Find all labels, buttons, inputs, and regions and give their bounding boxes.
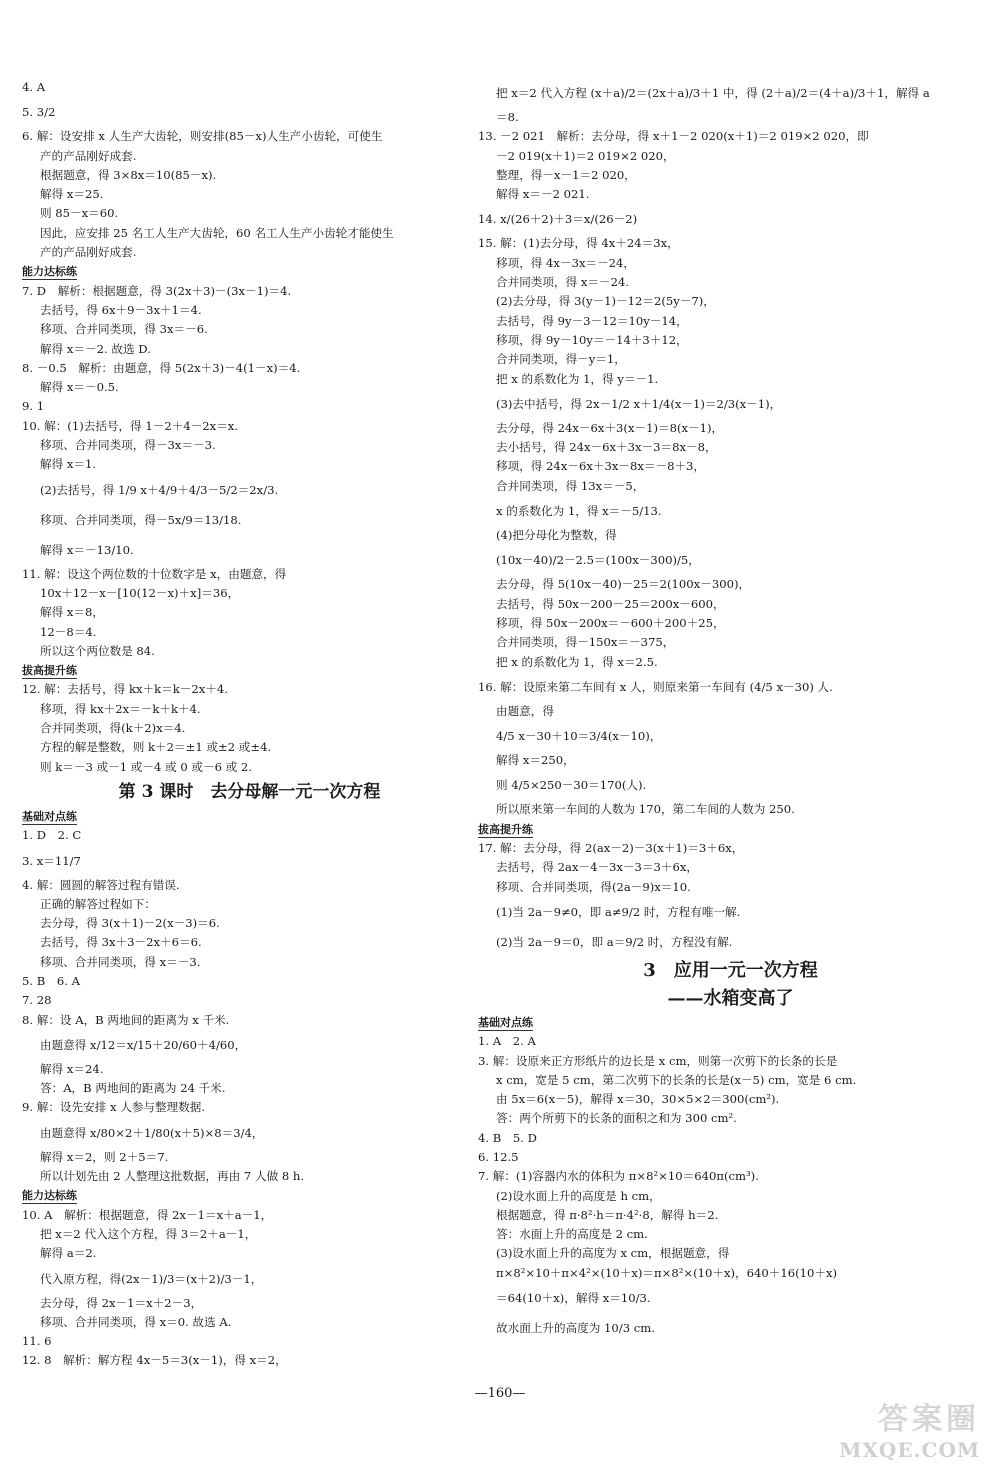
- answer-line: 去分母，得 3(x＋1)－2(x－3)＝6.: [40, 916, 220, 931]
- answer-line: －2 019(x＋1)＝2 019×2 020，: [496, 148, 675, 163]
- answer-line: 移项，得 kx＋2x＝－k＋k＋4.: [40, 701, 201, 716]
- answer-line: 把 x 的系数化为 1，得 y＝－1.: [496, 371, 659, 386]
- answer-line: 由 5x＝6(x－5)，解得 x＝30，30×5×2＝300(cm²).: [496, 1092, 780, 1107]
- answer-line: 因此，应安排 25 名工人生产大齿轮，60 名工人生产小齿轮才能使生: [40, 225, 394, 240]
- answer-line: 整理，得－x－1＝2 020，: [496, 167, 636, 182]
- answer-line: 所以计划先由 2 人整理这批数据，再由 7 人做 8 h.: [40, 1169, 305, 1184]
- answer-line: 去小括号，得 24x－6x＋3x－3＝8x－8，: [496, 440, 717, 455]
- answer-line: 则 k＝－3 或－1 或－4 或 0 或－6 或 2.: [40, 759, 252, 774]
- lesson-title: 第 3 课时 去分母解一元一次方程: [118, 781, 381, 802]
- answer-line: 解得 a＝2.: [40, 1246, 97, 1261]
- answer-line: 把 x 的系数化为 1，得 x＝2.5.: [496, 654, 658, 669]
- answer-line: 代入原方程，得(2x－1)/3＝(x＋2)/3－1，: [40, 1271, 263, 1286]
- answer-line: 解得 x＝25.: [40, 187, 104, 202]
- answer-line: π×8²×10＋π×4²×(10＋x)＝π×8²×(10＋x)，640＋16(10＋x): [496, 1265, 838, 1280]
- answer-line: (3)去中括号，得 2x－1/2 x＋1/4(x－1)＝2/3(x－1)，: [496, 396, 782, 411]
- answer-line: 移项，得 50x－200x＝－600＋200＋25，: [496, 615, 725, 630]
- answer-line: 6. 解：设安排 x 人生产大齿轮，则安排(85－x)人生产小齿轮，可使生: [22, 129, 383, 144]
- section-heading-row: [22, 661, 477, 680]
- answer-line: 12－8＝4.: [40, 624, 97, 639]
- answer-line: 根据题意，得 π·8²·h＝π·4²·8，解得 h＝2.: [496, 1207, 719, 1222]
- answer-line: 去分母，得 24x－6x＋3(x－1)＝8(x－1)，: [496, 420, 724, 435]
- answer-line: 4/5 x－30＋10＝3/4(x－10)，: [496, 729, 662, 744]
- answer-line: 则 4/5×250－30＝170(人).: [496, 778, 647, 793]
- answer-line: 故水面上升的高度为 10/3 cm.: [496, 1321, 655, 1336]
- answer-line: 5. B 6. A: [22, 973, 80, 988]
- answer-line: x cm，宽是 5 cm，第二次剪下的长条的长是(x－5) cm，宽是 6 cm.: [496, 1072, 857, 1087]
- answer-line: 9. 1: [22, 399, 45, 414]
- answer-line: 解得 x＝8，: [40, 605, 104, 620]
- answer-line: 4. A: [22, 80, 46, 94]
- answer-line: ＝8.: [496, 110, 519, 124]
- watermark-logo: 答案圈: [878, 1402, 980, 1437]
- answer-line: 把 x＝2 代入这个方程，得 3＝2＋a－1，: [40, 1226, 257, 1241]
- answer-line: 12. 8 解析：解方程 4x－5＝3(x－1)，得 x＝2，: [22, 1353, 287, 1368]
- answer-line: 10. 解：(1)去括号，得 1－2＋4－2x＝x.: [22, 418, 239, 433]
- section-heading-row: [22, 262, 477, 281]
- answer-line: 去分母，得 2x－1＝x＋2－3，: [40, 1295, 203, 1310]
- answer-line: (3)设水面上升的高度为 x cm，根据题意，得: [496, 1246, 730, 1261]
- answer-line: 解得 x＝250，: [496, 753, 575, 768]
- page-number: —160—: [474, 1386, 526, 1401]
- answer-line: 去括号，得 6x＋9－3x＋1＝4.: [40, 302, 202, 317]
- answer-line: 移项，得 4x－3x＝－24，: [496, 255, 636, 270]
- answer-line: 3. x＝11/7: [22, 853, 81, 868]
- section-heading-row: [22, 1186, 477, 1205]
- answer-line: 7. 28: [22, 993, 52, 1008]
- answer-line: 9. 解：设先安排 x 人参与整理数据.: [22, 1100, 206, 1115]
- answer-line: 解得 x＝－2 021.: [496, 187, 590, 202]
- answer-line: (1)当 2a－9≠0，即 a≠9/2 时，方程有唯一解.: [496, 904, 741, 919]
- answer-line: (2)去分母，得 3(y－1)－12＝2(5y－7)，: [496, 294, 715, 309]
- answer-line: 3. 解：设原来正方形纸片的边长是 x cm，则第一次剪下的长条的长是: [478, 1053, 838, 1068]
- section-heading: 能力达标练: [22, 1189, 77, 1203]
- section-heading: 能力达标练: [22, 265, 77, 279]
- answer-line: 移项、合并同类项，得 x＝－3.: [40, 954, 201, 969]
- answer-line: 由题意，得: [496, 703, 554, 718]
- answer-line: 5. 3/2: [22, 105, 56, 120]
- answer-line: 13. －2 021 解析：去分母，得 x＋1－2 020(x＋1)＝2 019×2 020，即: [478, 129, 869, 144]
- answer-line: 16. 解：设原来第二车间有 x 人，则原来第一车间有 (4/5 x－30) 人.: [478, 679, 833, 694]
- answer-line: 10x＋12－x－[10(12－x)＋x]＝36，: [40, 585, 240, 600]
- answer-line: 移项、合并同类项，得(2a－9)x＝10.: [496, 879, 691, 894]
- answer-line: 合并同类项，得－150x＝－375，: [496, 635, 675, 650]
- answer-line: 移项、合并同类项，得－5x/9＝13/18.: [40, 512, 242, 527]
- answer-line: 去括号，得 2ax－4－3x－3＝3＋6x，: [496, 860, 699, 875]
- answer-line: 方程的解是整数，则 k＋2＝±1 或±2 或±4.: [40, 740, 272, 755]
- answer-line: 合并同类项，得(k＋2)x＝4.: [40, 721, 186, 736]
- answer-line: 答：水面上升的高度是 2 cm.: [496, 1227, 648, 1242]
- answer-line: 14. x/(26＋2)＋3＝x/(26－2): [478, 212, 638, 227]
- answer-line: 去括号，得 3x＋3－2x＋6＝6.: [40, 935, 202, 950]
- answer-line: 根据题意，得 3×8x＝10(85－x).: [40, 167, 217, 182]
- answer-line: 去括号，得 9y－3－12＝10y－14，: [496, 313, 688, 328]
- watermark-url: MXQE.COM: [839, 1438, 980, 1462]
- answer-line: x 的系数化为 1，得 x＝－5/13.: [496, 504, 662, 519]
- answer-line: 答：两个所剪下的长条的面积之和为 300 cm².: [496, 1111, 737, 1126]
- answer-line: 15. 解：(1)去分母，得 4x＋24＝3x，: [478, 236, 679, 251]
- answer-line: 解得 x＝－0.5.: [40, 380, 119, 395]
- answer-line: (10x－40)/2－2.5＝(100x－300)/5，: [496, 553, 700, 568]
- watermark: [800, 1394, 980, 1464]
- answer-line: 1. D 2. C: [22, 828, 82, 843]
- answer-line: 1. A 2. A: [478, 1034, 536, 1049]
- section-heading: 基础对点练: [22, 809, 77, 823]
- answer-line: 解得 x＝2，则 2＋5＝7.: [40, 1149, 169, 1164]
- answer-line: 解得 x＝－13/10.: [40, 542, 134, 557]
- answer-line: 7. 解：(1)容器内水的体积为 π×8²×10＝640π(cm³).: [478, 1169, 759, 1184]
- answer-line: 4. 解：圆圆的解答过程有错误.: [22, 877, 180, 892]
- answer-line: 所以原来第一车间的人数为 170，第二车间的人数为 250.: [496, 802, 795, 817]
- answer-line: 解得 x＝－2. 故选 D.: [40, 341, 151, 356]
- section-heading-row: [478, 1013, 983, 1032]
- answer-line: (2)当 2a－9＝0，即 a＝9/2 时，方程没有解.: [496, 934, 733, 949]
- answer-line: 解得 x＝1.: [40, 457, 97, 472]
- answer-line: 12. 解：去括号，得 kx＋k＝k－2x＋4.: [22, 682, 228, 697]
- answer-line: 17. 解：去分母，得 2(ax－2)－3(x＋1)＝3＋6x，: [478, 841, 744, 856]
- answer-line: 8. －0.5 解析：由题意，得 5(2x＋3)－4(1－x)＝4.: [22, 360, 301, 375]
- answer-line: 合并同类项，得－y＝1，: [496, 352, 626, 367]
- section-heading-row: [22, 807, 477, 826]
- answer-line: (2)去括号，得 1/9 x＋4/9＋4/3－5/2＝2x/3.: [40, 482, 279, 497]
- answer-line: 答：A，B 两地间的距离为 24 千米.: [40, 1081, 226, 1096]
- answer-line: 移项，得 9y－10y＝－14＋3＋12，: [496, 332, 688, 347]
- answer-line: 移项，得 24x－6x＋3x－8x＝－8＋3，: [496, 459, 706, 474]
- answer-line: 移项、合并同类项，得 3x＝－6.: [40, 322, 208, 337]
- answer-line: 去分母，得 5(10x－40)－25＝2(100x－300)，: [496, 577, 751, 592]
- answer-line: 产的产品刚好成套.: [40, 148, 137, 163]
- answer-line: 则 85－x＝60.: [40, 206, 119, 221]
- answer-line: 合并同类项，得 13x＝－5，: [496, 478, 645, 493]
- answer-line: 6. 12.5: [478, 1149, 519, 1164]
- answer-line: 由题意得 x/80×2＋1/80(x＋5)×8＝3/4，: [40, 1125, 264, 1140]
- answer-line: 8. 解：设 A，B 两地间的距离为 x 千米.: [22, 1012, 230, 1027]
- answer-line: 所以这个两位数是 84.: [40, 643, 155, 658]
- chapter-title: 3 应用一元一次方程: [643, 959, 818, 981]
- answer-line: 解得 x＝24.: [40, 1061, 104, 1076]
- section-heading: 拔高提升练: [22, 664, 77, 678]
- answer-line: 合并同类项，得 x＝－24.: [496, 275, 630, 290]
- answer-line: (2)设水面上升的高度是 h cm，: [496, 1188, 661, 1203]
- answer-line: 11. 6: [22, 1334, 52, 1349]
- answer-line: 11. 解：设这个两位数的十位数字是 x，由题意，得: [22, 566, 287, 581]
- answer-line: 移项、合并同类项，得－3x＝－3.: [40, 438, 216, 453]
- answer-line: 正确的解答过程如下：: [40, 896, 156, 911]
- answer-line: 4. B 5. D: [478, 1130, 537, 1145]
- answer-line: 移项、合并同类项，得 x＝0. 故选 A.: [40, 1314, 232, 1329]
- answer-line: 7. D 解析：根据题意，得 3(2x＋3)－(3x－1)＝4.: [22, 283, 292, 298]
- answer-line: (4)把分母化为整数，得: [496, 528, 617, 543]
- answer-line: 把 x＝2 代入方程 (x＋a)/2＝(2x＋a)/3＋1 中，得 (2＋a)/2＝(4＋a)/3＋1，解得 a: [496, 86, 930, 100]
- section-heading: 基础对点练: [478, 1015, 533, 1029]
- answer-line: ＝64(10＋x)，解得 x＝10/3.: [496, 1291, 651, 1306]
- left-column: [22, 78, 477, 1371]
- answer-line: 10. A 解析：根据题意，得 2x－1＝x＋a－1，: [22, 1207, 273, 1222]
- answer-line: 产的产品刚好成套.: [40, 245, 137, 260]
- right-column: [478, 78, 983, 1343]
- section-heading: 拔高提升练: [478, 822, 533, 836]
- answer-line: 由题意得 x/12＝x/15＋20/60＋4/60，: [40, 1037, 247, 1052]
- answer-line: 去括号，得 50x－200－25＝200x－600，: [496, 596, 725, 611]
- chapter-title: ——水箱变高了: [667, 987, 794, 1009]
- section-heading-row: [478, 820, 983, 839]
